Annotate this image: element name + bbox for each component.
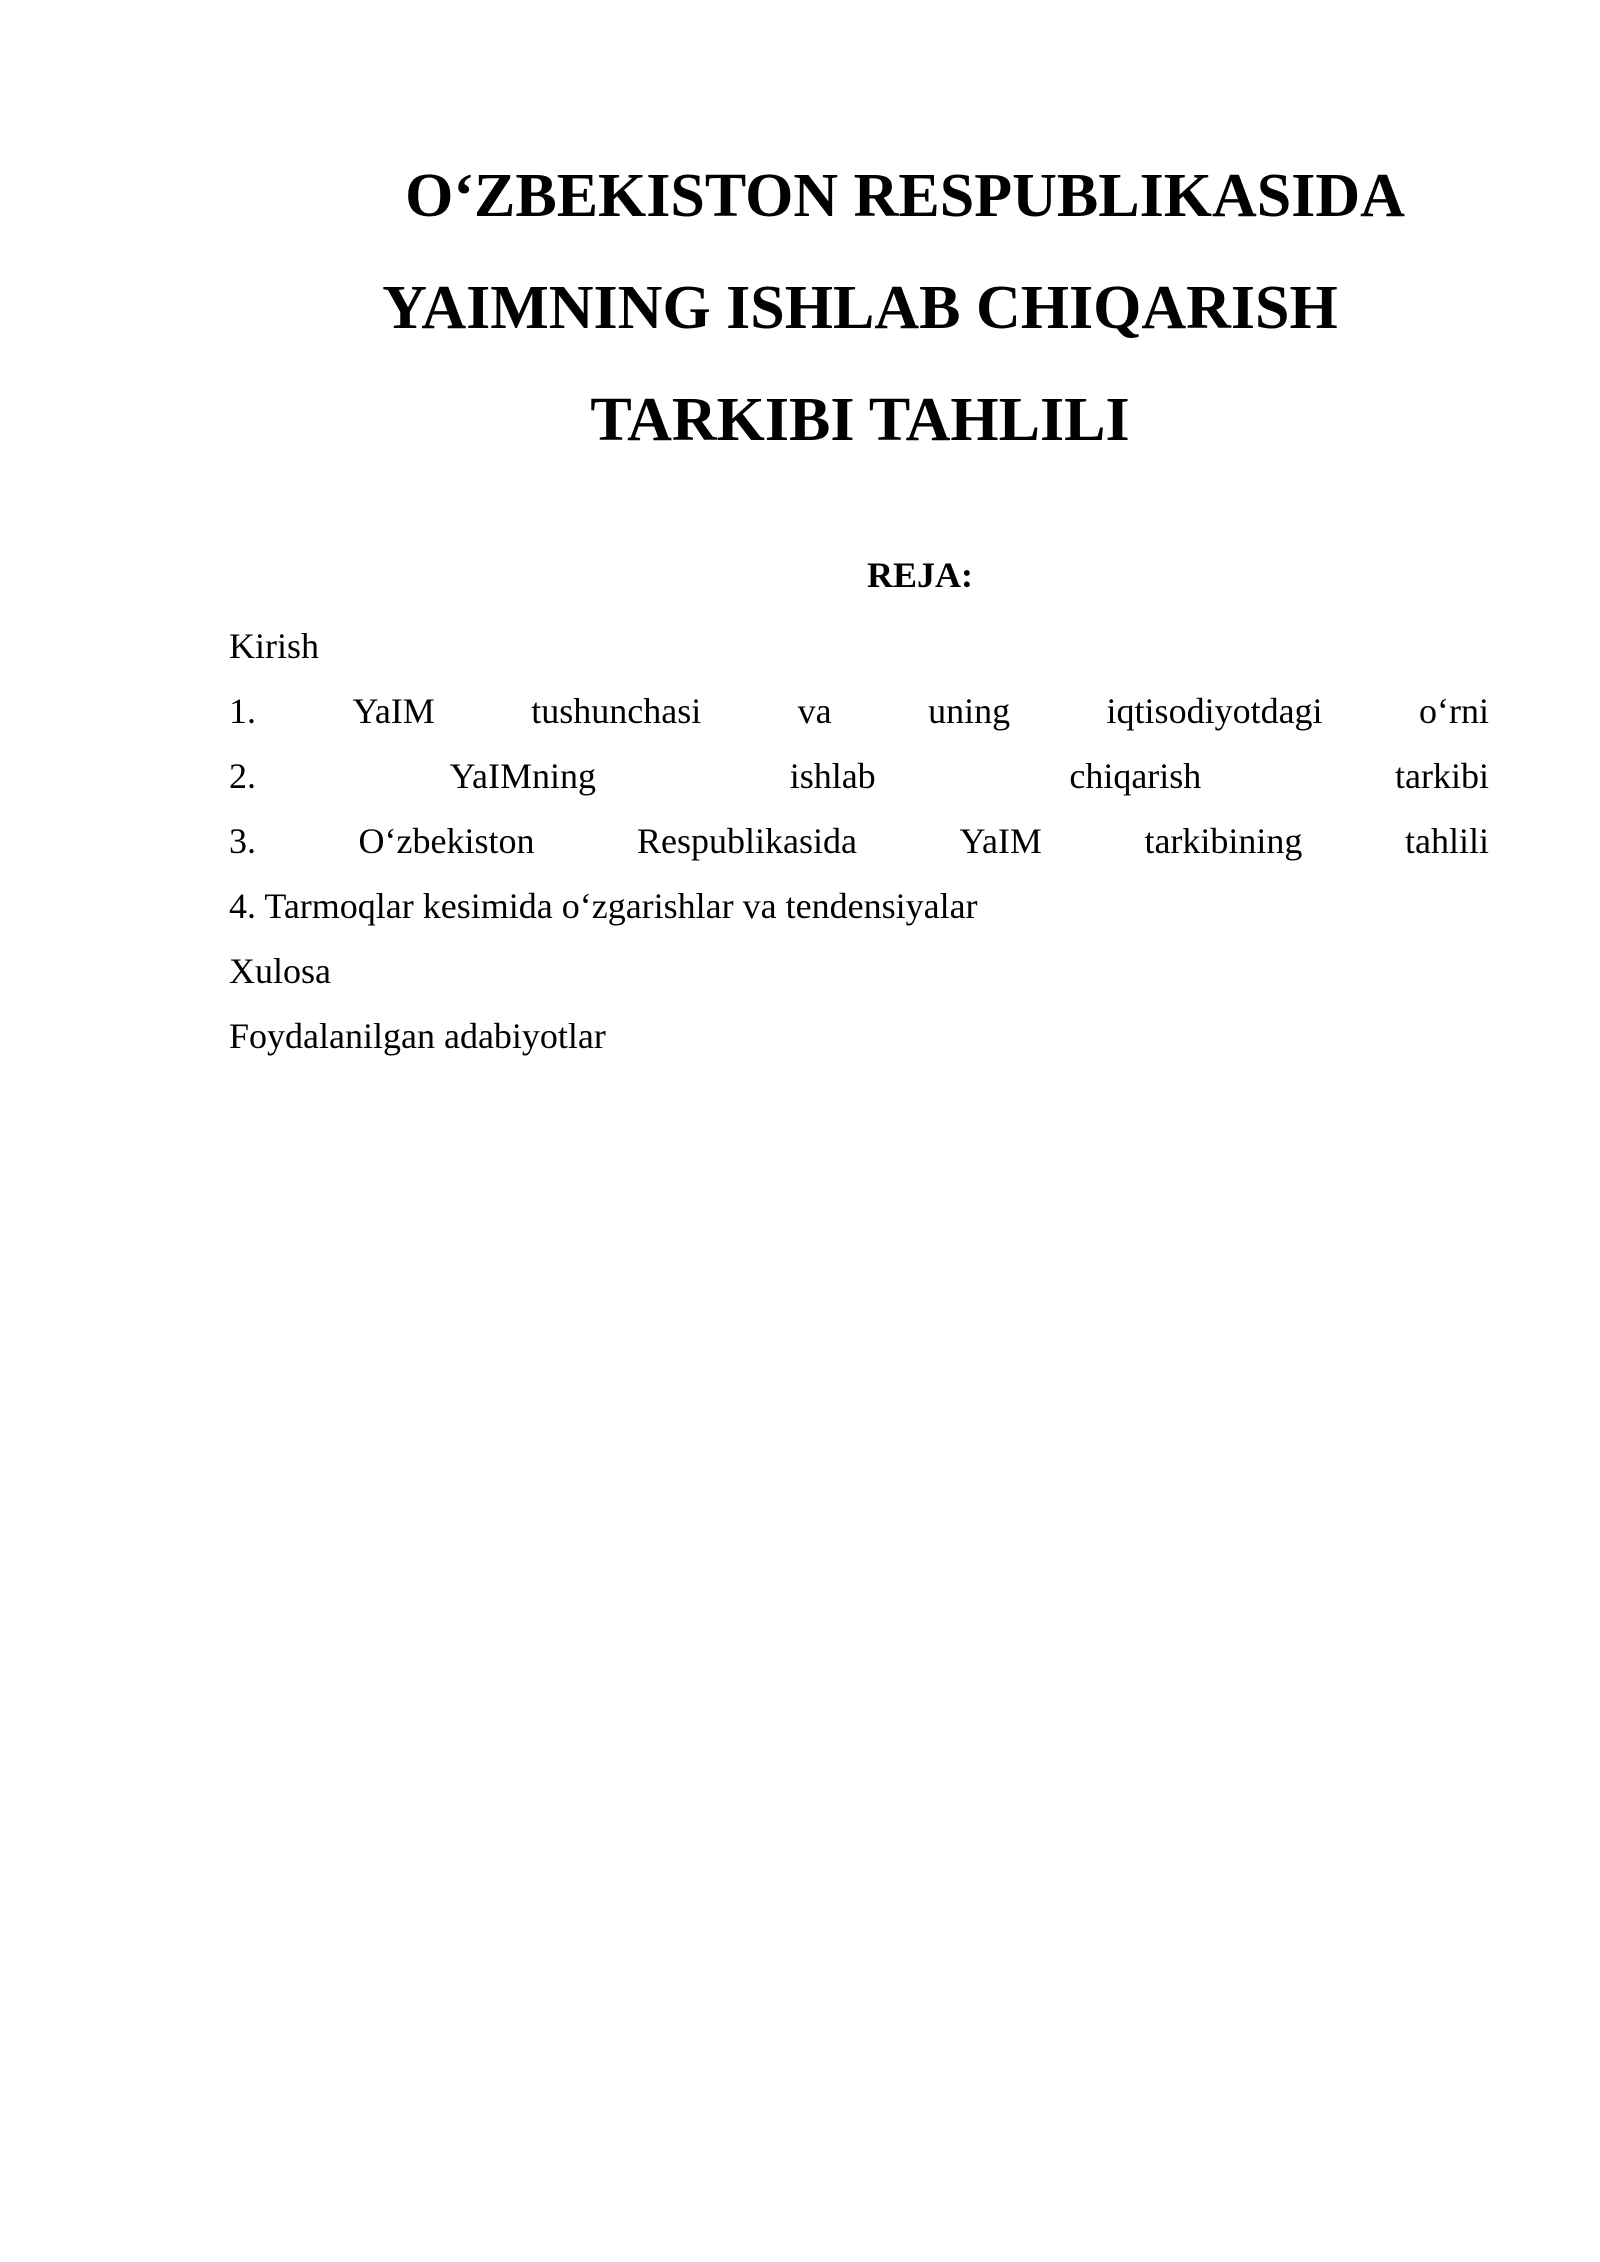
plan-item-2-word: tarkibi — [1394, 756, 1489, 796]
title-line-3: TARKIBI TAHLILI — [590, 386, 1130, 454]
plan-item-intro: Kirish — [229, 626, 319, 666]
plan-item-3 — [229, 809, 1489, 874]
plan-item-references: Foydalanilgan adabiyotlar — [229, 1016, 606, 1056]
plan-item-1-word: va — [797, 691, 832, 731]
plan-item-3-word: tahlili — [1404, 821, 1489, 861]
plan-item-1-word: o‘rni — [1418, 691, 1489, 731]
plan-item-3-word: YaIM — [959, 821, 1042, 861]
plan-item-3-word: Respublikasida — [637, 821, 858, 861]
plan-item-3-word: tarkibining — [1144, 821, 1303, 861]
plan-item-4: 4. Tarmoqlar kesimida o‘zgarishlar va tendensiyalar — [229, 886, 978, 926]
plan-item-2-word: YaIMning — [449, 756, 597, 796]
plan-item-3-number: 3. — [229, 821, 256, 861]
plan-item-1-word: uning — [928, 691, 1011, 731]
plan-item-1-word: YaIM — [352, 691, 435, 731]
document-title — [230, 140, 1490, 476]
plan-item-1-word: tushunchasi — [531, 691, 702, 731]
title-line-2: YAIMNING ISHLAB CHIQARISH — [382, 274, 1338, 342]
plan-item-2-word: chiqarish — [1069, 756, 1202, 796]
plan-item-2 — [229, 744, 1489, 809]
title-line-1: O‘ZBEKISTON RESPUBLIKASIDA — [405, 162, 1405, 230]
plan-item-3-word: O‘zbekiston — [358, 821, 535, 861]
plan-item-2-number: 2. — [229, 756, 256, 796]
plan-item-1-number: 1. — [229, 691, 256, 731]
plan-item-1-word: iqtisodiyotdagi — [1106, 691, 1323, 731]
plan-item-2-word: ishlab — [789, 756, 876, 796]
plan-heading: REJA: — [867, 555, 973, 595]
plan-list — [229, 614, 1489, 1069]
plan-item-1 — [229, 679, 1489, 744]
plan-item-conclusion: Xulosa — [229, 951, 331, 991]
